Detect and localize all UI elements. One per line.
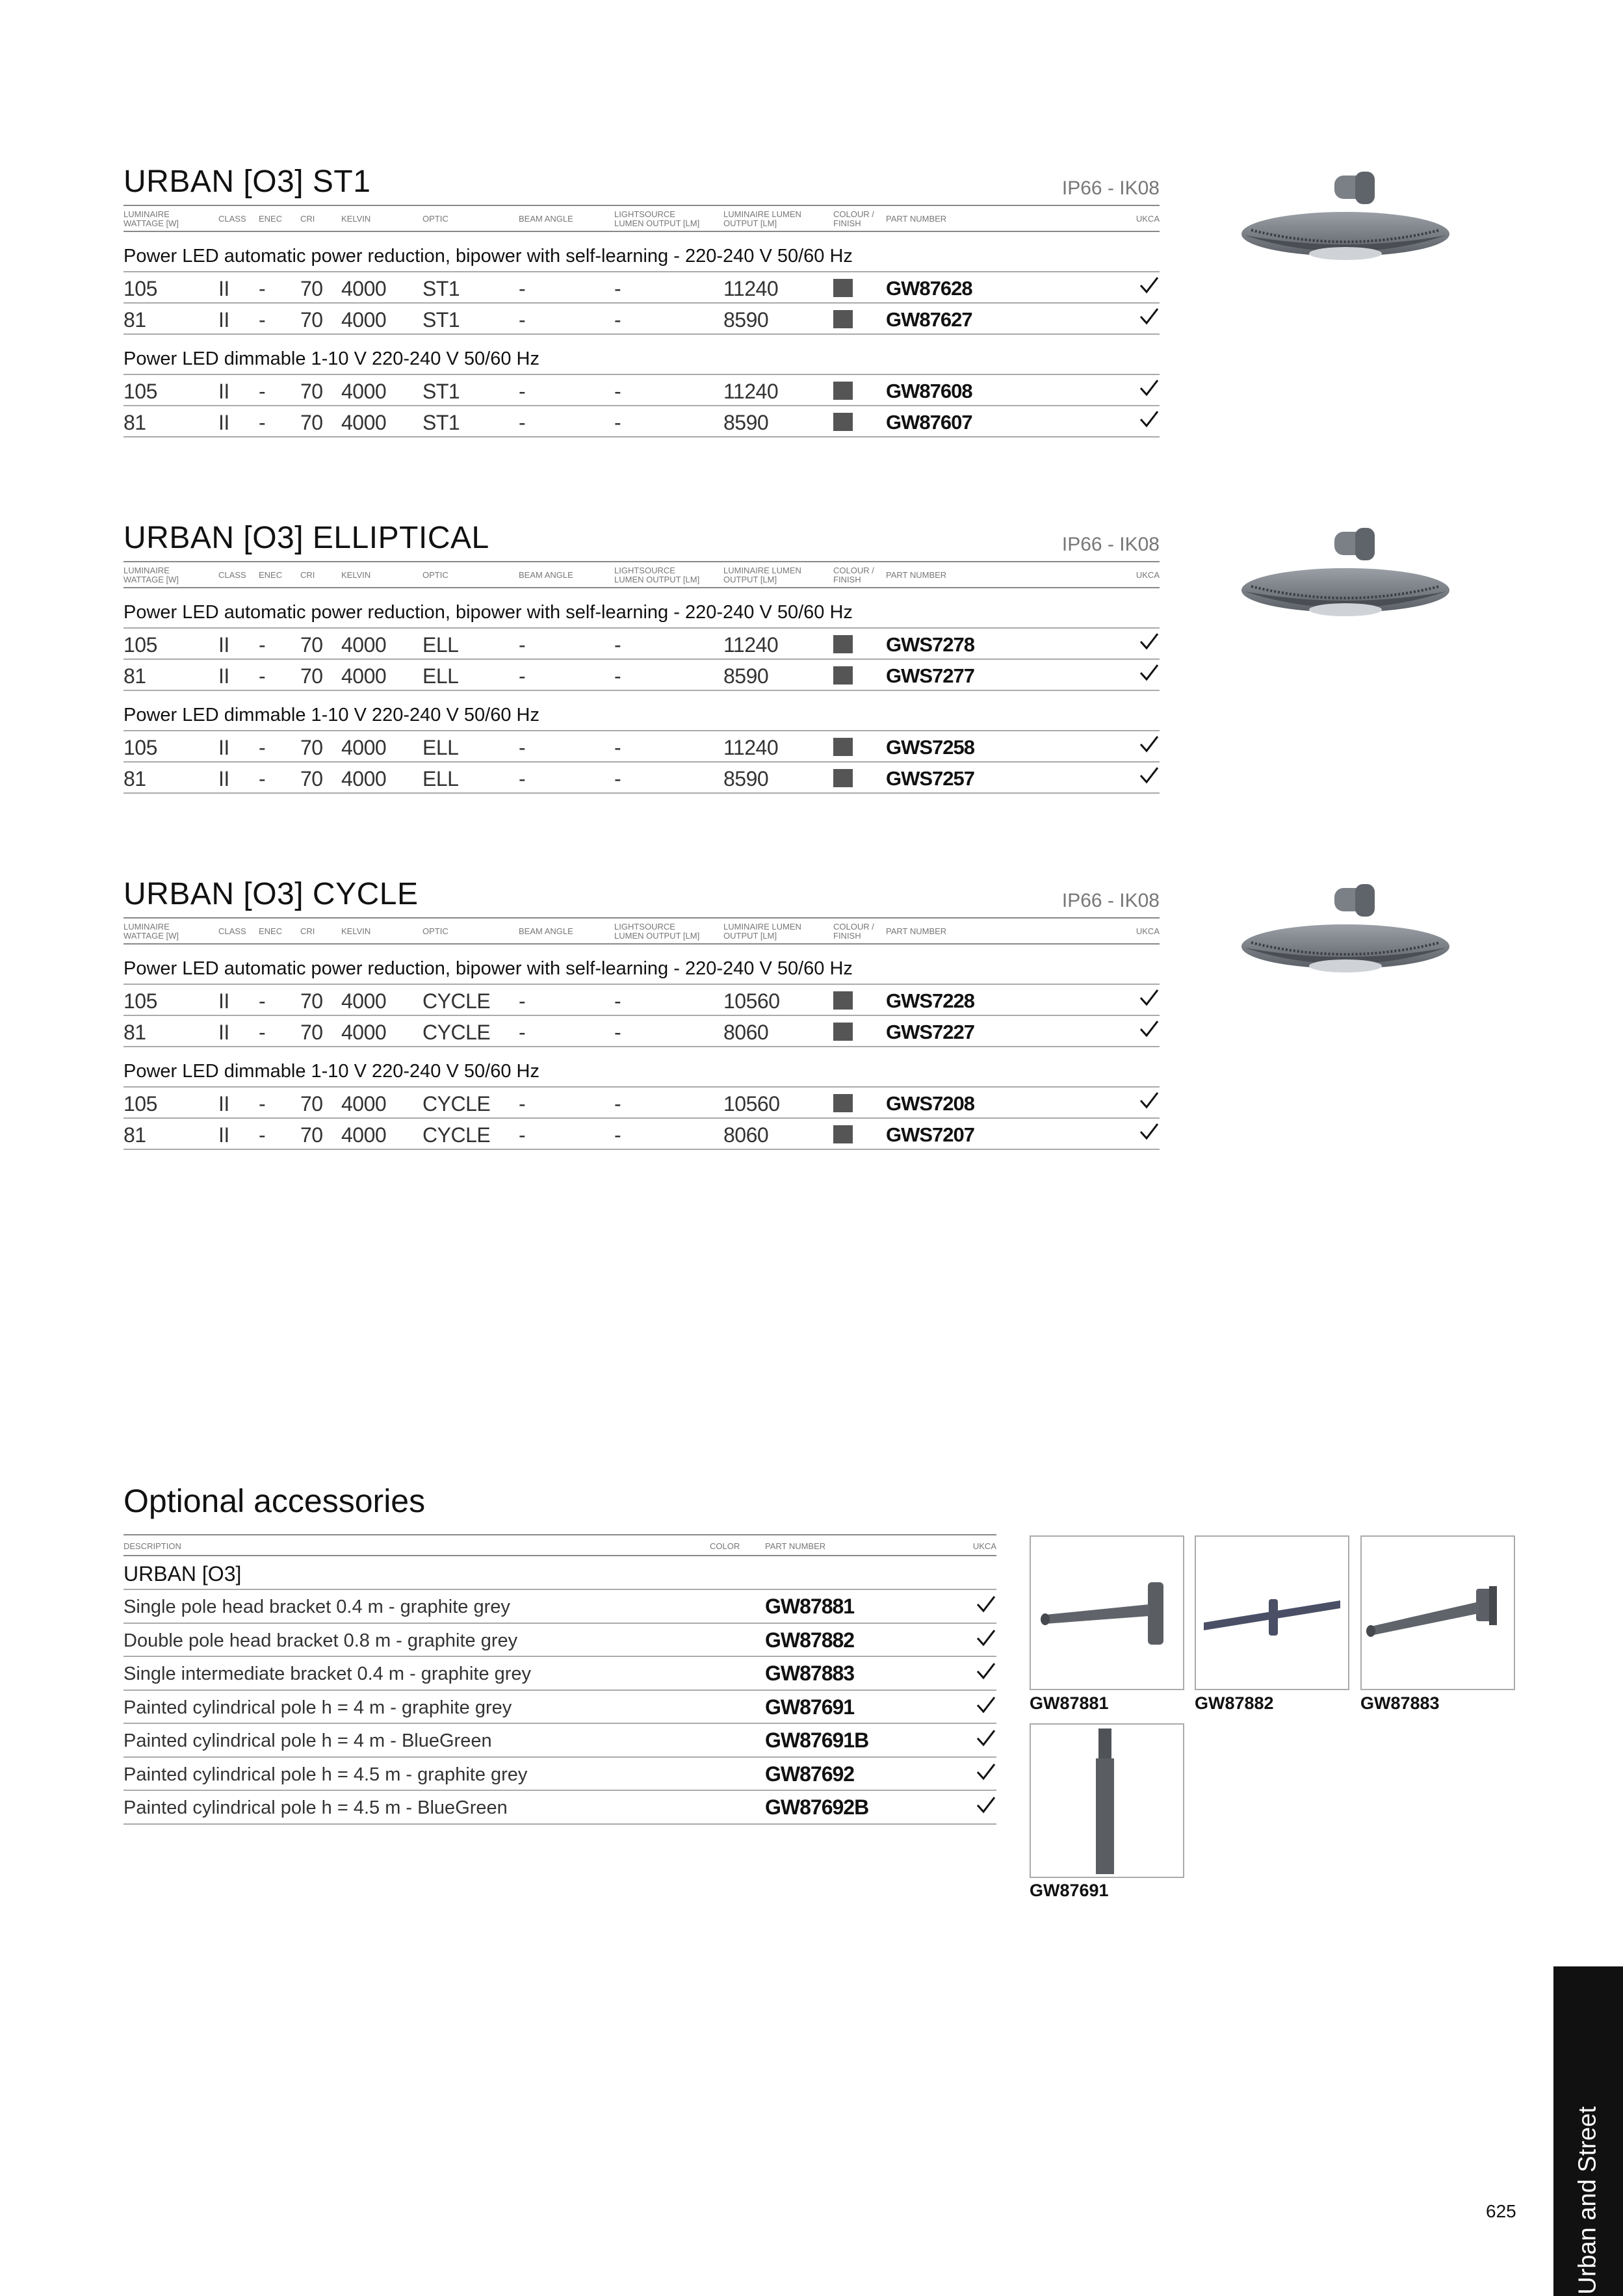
part-number: GW87692B xyxy=(765,1795,869,1819)
part-number: GW87883 xyxy=(765,1662,855,1685)
product-section-elliptical xyxy=(123,522,1160,794)
check-icon xyxy=(1139,275,1160,296)
bracket-image xyxy=(1196,1537,1348,1689)
product-title: URBAN [O3] ST1 xyxy=(123,164,371,199)
product-section-st1 xyxy=(123,166,1160,437)
colour-swatch xyxy=(833,413,853,431)
col-cri: CRI xyxy=(300,214,315,224)
table-row: 81 II - 70 4000 ELL - - 8590 GWS7277 xyxy=(123,660,1160,691)
colour-swatch xyxy=(833,279,853,297)
product-section-cycle xyxy=(123,878,1160,1150)
colour-swatch xyxy=(833,382,853,400)
part-number: GWS7227 xyxy=(886,1021,975,1043)
section-side-tab xyxy=(1553,1966,1623,2296)
colour-swatch xyxy=(833,635,853,653)
table-row: 105 II - 70 4000 ST1 - - 11240 GW87628 xyxy=(123,272,1160,304)
colour-swatch xyxy=(833,1023,853,1041)
accessory-thumbnail xyxy=(1360,1535,1515,1690)
accessories-section xyxy=(123,1482,996,1825)
page-number: 625 xyxy=(1486,2201,1516,2221)
check-icon xyxy=(1139,409,1160,430)
accessory-row: Painted cylindrical pole h = 4.5 m - graphite grey GW87692 xyxy=(123,1758,996,1792)
part-number: GW87628 xyxy=(886,277,972,300)
check-icon xyxy=(1139,1019,1160,1039)
column-header: LUMINAIRE WATTAGE [W] CLASS ENEC CRI KELVIN OPTIC BEAM ANGLE LIGHTSOURCE LUMEN OUTPUT [LM] LUMINAIRE LUMEN OUTPUT [LM] COLOUR / FINISH PART NUMBER UKCA xyxy=(123,561,1160,588)
check-icon xyxy=(1139,1090,1160,1111)
product-title: URBAN [O3] CYCLE xyxy=(123,877,419,911)
part-number: GWS7258 xyxy=(886,736,975,759)
col-class: CLASS xyxy=(218,214,246,224)
check-icon xyxy=(1139,1121,1160,1142)
part-number: GWS7257 xyxy=(886,767,975,790)
part-number: GW87881 xyxy=(765,1595,855,1618)
check-icon xyxy=(1139,765,1160,786)
luminaire-image xyxy=(1238,883,1453,993)
check-icon xyxy=(976,1762,996,1782)
table-row: 81 II - 70 4000 CYCLE - - 8060 GWS7227 xyxy=(123,1016,1160,1047)
colour-swatch xyxy=(833,310,853,328)
col-part: PART NUMBER xyxy=(886,214,947,224)
check-icon xyxy=(976,1628,996,1649)
ip-rating: IP66 - IK08 xyxy=(1061,177,1160,199)
bracket-image xyxy=(1031,1537,1183,1689)
check-icon xyxy=(1139,662,1160,683)
part-number: GW87691 xyxy=(765,1695,855,1719)
col-lum-lumen: LUMINAIRE LUMEN OUTPUT [LM] xyxy=(723,209,801,228)
colour-swatch xyxy=(833,769,853,787)
thumbnail-label: GW87883 xyxy=(1360,1693,1440,1713)
accessory-row: Painted cylindrical pole h = 4.5 m - BlueGreen GW87692B xyxy=(123,1791,996,1825)
colour-swatch xyxy=(833,666,853,685)
group-header: Power LED dimmable 1-10 V 220-240 V 50/60 Hz xyxy=(123,1047,1160,1088)
thumbnail-label: GW87882 xyxy=(1195,1693,1274,1713)
accessory-row: Painted cylindrical pole h = 4 m - graphite grey GW87691 xyxy=(123,1691,996,1725)
col-wattage: LUMINAIRE WATTAGE [W] xyxy=(123,209,179,228)
accessory-row: Double pole head bracket 0.8 m - graphite grey GW87882 xyxy=(123,1624,996,1658)
table-row: 105 II - 70 4000 ST1 - - 11240 GW87608 xyxy=(123,375,1160,406)
part-number: GW87882 xyxy=(765,1628,855,1652)
thumbnail-label: GW87691 xyxy=(1030,1881,1109,1900)
group-header: Power LED dimmable 1-10 V 220-240 V 50/60 Hz xyxy=(123,691,1160,731)
check-icon xyxy=(976,1728,996,1749)
part-number: GW87691B xyxy=(765,1729,869,1752)
table-row: 105 II - 70 4000 CYCLE - - 10560 GWS7228 xyxy=(123,985,1160,1016)
accessory-row: Single intermediate bracket 0.4 m - graphite grey GW87883 xyxy=(123,1657,996,1691)
section-label: Urban and Street xyxy=(1574,2106,1602,2295)
check-icon xyxy=(1139,987,1160,1008)
check-icon xyxy=(1139,734,1160,755)
bracket-image xyxy=(1362,1537,1514,1689)
part-number: GW87692 xyxy=(765,1762,855,1786)
check-icon xyxy=(1139,306,1160,327)
thumbnail-label: GW87881 xyxy=(1030,1693,1109,1713)
table-row: 81 II - 70 4000 ST1 - - 8590 GW87627 xyxy=(123,304,1160,335)
column-header: LUMINAIRE WATTAGE [W] CLASS ENEC CRI KELVIN OPTIC BEAM ANGLE LIGHTSOURCE LUMEN OUTPUT [LM] LUMINAIRE LUMEN OUTPUT [LM] COLOUR / FINISH PART NUMBER UKCA xyxy=(123,917,1160,945)
part-number: GWS7228 xyxy=(886,989,975,1012)
group-header: Power LED dimmable 1-10 V 220-240 V 50/60 Hz xyxy=(123,335,1160,375)
accessory-thumbnail xyxy=(1030,1535,1184,1690)
part-number: GW87608 xyxy=(886,380,972,402)
accessory-row: Single pole head bracket 0.4 m - graphite grey GW87881 xyxy=(123,1590,996,1624)
accessories-title: Optional accessories xyxy=(123,1483,426,1519)
ip-rating: IP66 - IK08 xyxy=(1061,534,1160,555)
part-number: GWS7208 xyxy=(886,1092,975,1115)
colour-swatch xyxy=(833,1125,853,1143)
accessory-thumbnail xyxy=(1030,1723,1184,1878)
check-icon xyxy=(976,1594,996,1615)
table-row: 81 II - 70 4000 CYCLE - - 8060 GWS7207 xyxy=(123,1119,1160,1150)
check-icon xyxy=(1139,378,1160,398)
table-row: 105 II - 70 4000 CYCLE - - 10560 GWS7208 xyxy=(123,1088,1160,1119)
table-row: 105 II - 70 4000 ELL - - 11240 GWS7258 xyxy=(123,731,1160,763)
table-row: 81 II - 70 4000 ST1 - - 8590 GW87607 xyxy=(123,406,1160,437)
part-number: GWS7277 xyxy=(886,664,975,687)
colour-swatch xyxy=(833,1094,853,1112)
ip-rating: IP66 - IK08 xyxy=(1061,890,1160,911)
accessories-column-header: DESCRIPTION COLOR PART NUMBER UKCA xyxy=(123,1534,996,1556)
col-colour: COLOUR / FINISH xyxy=(833,209,874,228)
col-optic: OPTIC xyxy=(422,214,448,224)
check-icon xyxy=(1139,631,1160,652)
accessory-row: Painted cylindrical pole h = 4 m - BlueGreen GW87691B xyxy=(123,1724,996,1758)
col-enec: ENEC xyxy=(259,214,283,224)
check-icon xyxy=(976,1795,996,1816)
part-number: GW87607 xyxy=(886,411,972,434)
part-number: GWS7278 xyxy=(886,633,975,656)
column-header xyxy=(123,205,1160,232)
group-header: Power LED automatic power reduction, bipower with self-learning - 220-240 V 50/60 Hz xyxy=(123,588,1160,629)
part-number: GW87627 xyxy=(886,308,972,331)
colour-swatch xyxy=(833,738,853,756)
col-ukca: UKCA xyxy=(1136,214,1160,224)
group-header: Power LED automatic power reduction, bipower with self-learning - 220-240 V 50/60 Hz xyxy=(123,945,1160,985)
check-icon xyxy=(976,1661,996,1682)
table-row: 105 II - 70 4000 ELL - - 11240 GWS7278 xyxy=(123,629,1160,660)
accessories-group-header: URBAN [O3] xyxy=(123,1556,996,1590)
pole-image xyxy=(1031,1725,1183,1877)
table-row: 81 II - 70 4000 ELL - - 8590 GWS7257 xyxy=(123,763,1160,794)
check-icon xyxy=(976,1695,996,1715)
product-title: URBAN [O3] ELLIPTICAL xyxy=(123,521,489,555)
luminaire-image xyxy=(1238,527,1453,637)
colour-swatch xyxy=(833,991,853,1010)
col-beam: BEAM ANGLE xyxy=(519,214,573,224)
luminaire-image xyxy=(1238,170,1453,281)
col-kelvin: KELVIN xyxy=(341,214,371,224)
col-ls-lumen: LIGHTSOURCE LUMEN OUTPUT [LM] xyxy=(614,209,700,228)
accessory-thumbnail xyxy=(1195,1535,1349,1690)
part-number: GWS7207 xyxy=(886,1123,975,1146)
group-header: Power LED automatic power reduction, bipower with self-learning - 220-240 V 50/60 Hz xyxy=(123,232,1160,272)
